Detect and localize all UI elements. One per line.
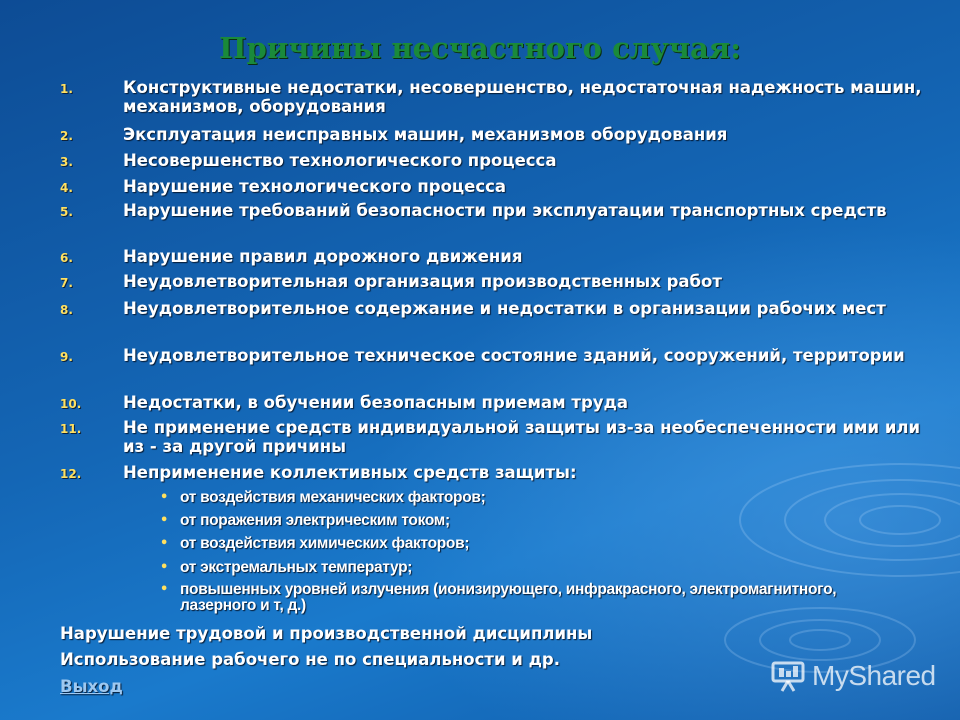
list-item-text: Неудовлетворительная организация производственных работ	[123, 272, 722, 291]
list-item-number: 11.	[60, 422, 82, 436]
list-item-text: Недостатки, в обучении безопасным приемам труда	[123, 393, 628, 412]
list-item-text: Нарушение правил дорожного движения	[123, 247, 523, 266]
list-item-number: 7.	[60, 276, 73, 290]
list-item-number: 4.	[60, 181, 73, 195]
slide-title: Причины несчастного случая:	[219, 31, 741, 65]
list-item-number: 8.	[60, 303, 73, 317]
list-item-text: Не применение средств индивидуальной защиты из-за необеспеченности ими или из - за другой причины	[123, 418, 921, 456]
bullet-icon: •	[160, 490, 169, 505]
bullet-icon: •	[160, 582, 169, 597]
bullet-icon: •	[160, 560, 169, 575]
list-item-text: Эксплуатация неисправных машин, механизмов оборудования	[123, 125, 728, 144]
exit-link[interactable]: Выход	[60, 677, 123, 696]
sub-list-item-text: от экстремальных температур;	[180, 559, 413, 576]
watermark-brand: MyShared	[812, 660, 936, 691]
list-item-number: 6.	[60, 251, 73, 265]
list-item-text: Конструктивные недостатки, несовершенство, недостаточная надежность машин, механизмов, оборудования	[123, 78, 922, 116]
list-item-number: 9.	[60, 350, 73, 364]
list-item-text: Нарушение требований безопасности при эксплуатации транспортных средств	[123, 201, 887, 220]
list-item-number: 1.	[60, 82, 73, 96]
list-item-text: Неудовлетворительное техническое состояние зданий, сооружений, территории	[123, 346, 905, 365]
list-item-text: Неприменение коллективных средств защиты:	[123, 463, 577, 482]
presentation-screen-icon	[770, 659, 806, 693]
extra-line: Нарушение трудовой и производственной дисциплины	[60, 624, 593, 643]
list-item-number: 12.	[60, 467, 82, 481]
sub-list-item-text: от воздействия механических факторов;	[180, 489, 486, 506]
list-item-number: 10.	[60, 397, 82, 411]
sub-list-item-text: от воздействия химических факторов;	[180, 535, 470, 552]
list-item-number: 2.	[60, 129, 73, 143]
list-item-text: Нарушение технологического процесса	[123, 177, 507, 196]
sub-list-item-text: повышенных уровней излучения (ионизирующего, инфракрасного, электромагнитного, лазерного и т, д.)	[180, 581, 837, 614]
bullet-icon: •	[160, 536, 169, 551]
bullet-icon: •	[160, 513, 169, 528]
list-item-number: 3.	[60, 155, 73, 169]
list-item-number: 5.	[60, 205, 73, 219]
sub-list-item-text: от поражения электрическим током;	[180, 512, 450, 529]
extra-line: Использование рабочего не по специальности и др.	[60, 650, 560, 669]
watermark	[770, 656, 936, 696]
list-item-text: Несовершенство технологического процесса	[123, 151, 557, 170]
list-item-text: Неудовлетворительное содержание и недостатки в организации рабочих мест	[123, 299, 886, 318]
